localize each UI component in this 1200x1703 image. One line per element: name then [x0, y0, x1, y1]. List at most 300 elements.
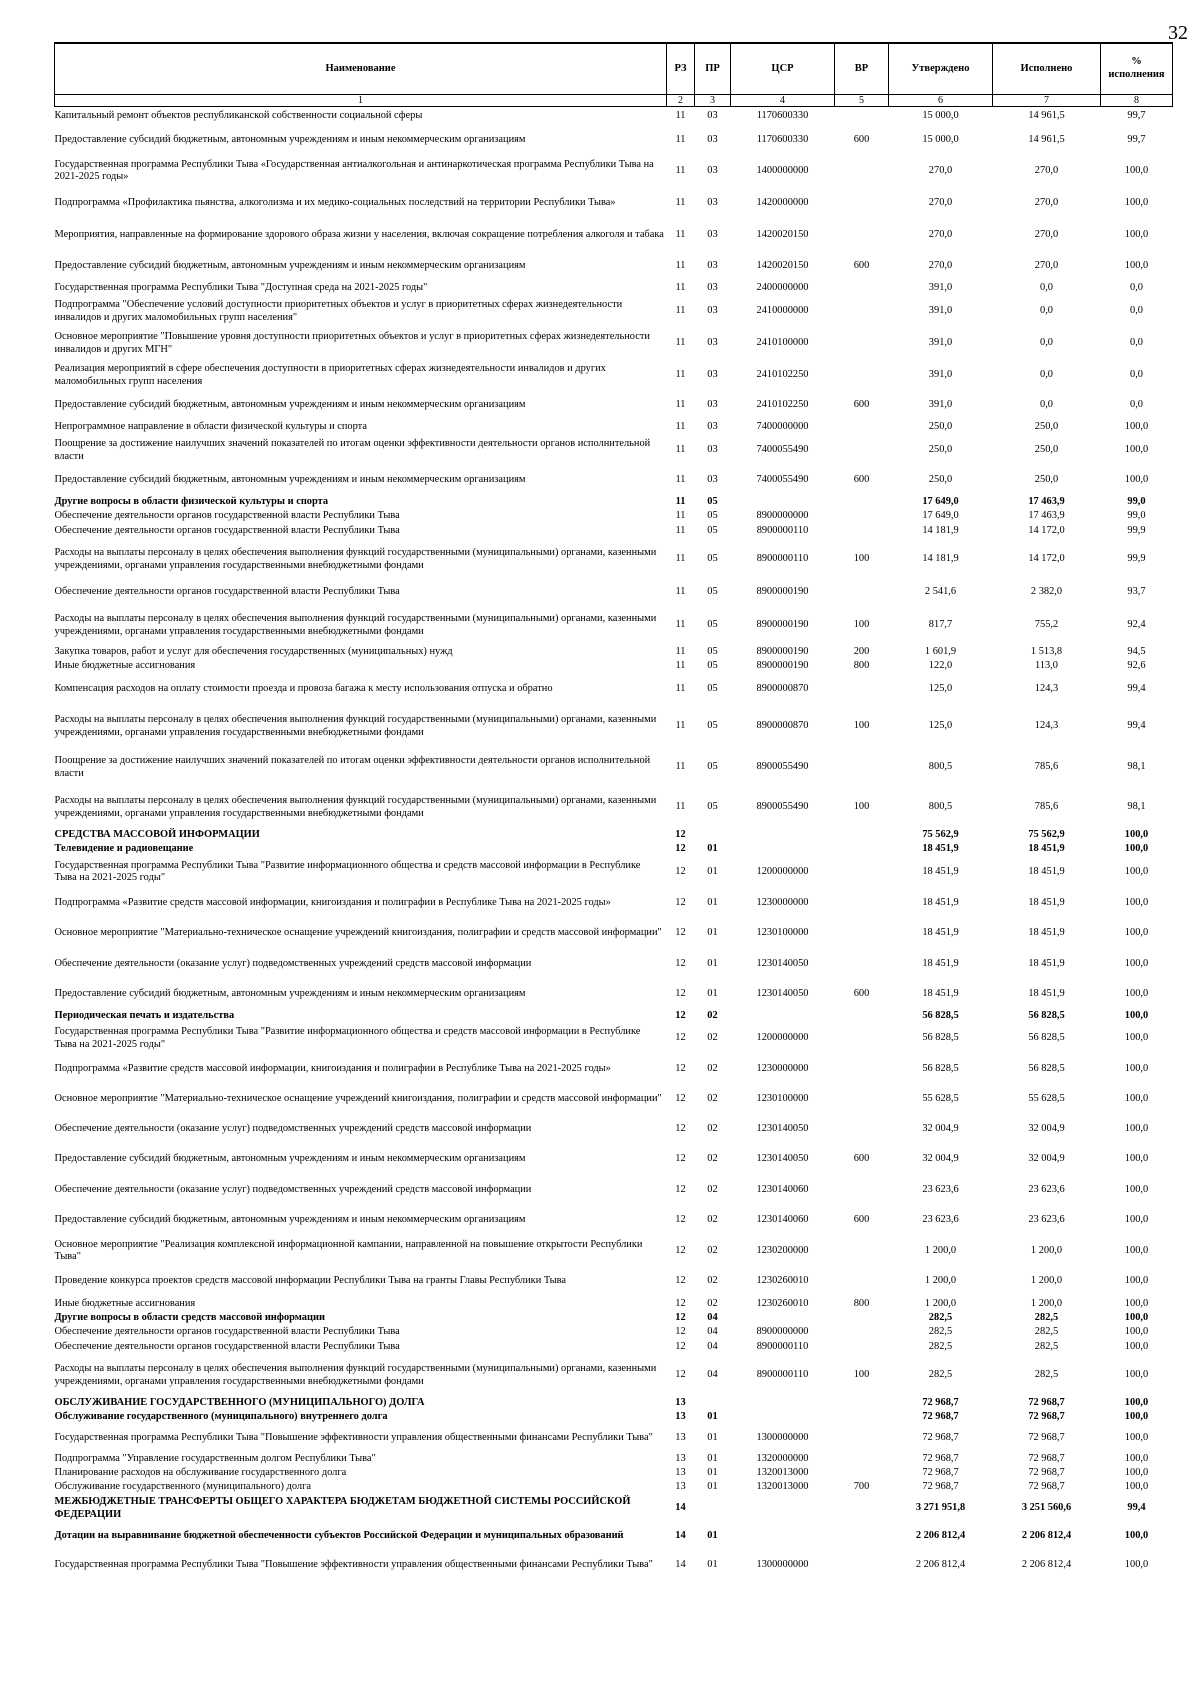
cell-rz: 12	[675, 1326, 686, 1338]
cell-rz: 13	[675, 1396, 686, 1408]
cell-executed: 72 968,7	[1028, 1396, 1065, 1408]
cell-approved: 72 968,7	[922, 1396, 959, 1408]
cell-csr: 8900000000	[756, 510, 809, 522]
cell-csr: 1320000000	[756, 1453, 809, 1465]
header-name: Наименование	[55, 43, 667, 95]
cell-name: Обеспечение деятельности (оказание услуг) подведомственных учреждений средств массовой информации	[54, 957, 532, 969]
cell-rz: 11	[675, 197, 686, 209]
cell-vr: 800	[853, 660, 870, 672]
cell-csr: 2410102250	[756, 369, 809, 381]
cell-pr: 01	[707, 865, 718, 877]
cell-csr: 1230140050	[756, 1152, 809, 1164]
cell-rz: 13	[675, 1481, 686, 1493]
cell-name: Обеспечение деятельности органов государственной власти Республики Тыва	[54, 1326, 400, 1338]
cell-name: Закупка товаров, работ и услуг для обеспечения государственных (муниципальных) нужд	[54, 646, 453, 658]
cell-pr: 02	[707, 1275, 718, 1287]
cell-percent: 100,0	[1124, 1183, 1149, 1195]
cell-csr: 7400055490	[756, 474, 809, 486]
table-row	[55, 1396, 1173, 1411]
cell-name: Непрограммное направление в области физической культуры и спорта	[54, 420, 367, 432]
column-number: 8	[1101, 95, 1173, 107]
cell-vr	[835, 843, 889, 857]
table-row	[55, 252, 1173, 282]
cell-csr: 8900000190	[756, 660, 809, 672]
cell-name: Поощрение за достижение наилучших значений показателей по итогам оценки эффективности деятельности органов исполнительной власти	[54, 438, 651, 462]
cell-approved: 18 451,9	[922, 896, 959, 908]
cell-pr: 01	[707, 843, 718, 855]
cell-rz: 13	[675, 1453, 686, 1465]
table-row	[55, 1467, 1173, 1481]
table-row	[55, 392, 1173, 419]
cell-percent: 100,0	[1124, 1453, 1149, 1465]
cell-approved: 817,7	[928, 619, 953, 631]
cell-approved: 250,0	[928, 420, 953, 432]
cell-name: Обеспечение деятельности органов государственной власти Республики Тыва	[54, 1341, 400, 1353]
table-row	[55, 540, 1173, 580]
cell-rz: 13	[675, 1432, 686, 1444]
cell-vr	[835, 220, 889, 252]
cell-percent: 100,0	[1124, 988, 1149, 1000]
table-row	[55, 706, 1173, 748]
table-row	[55, 296, 1173, 328]
cell-name: Иные бюджетные ассигнования	[54, 1297, 196, 1309]
cell-approved: 2 206 812,4	[915, 1530, 966, 1542]
column-number: 2	[667, 95, 695, 107]
cell-pr: 01	[707, 1481, 718, 1493]
cell-csr: 1230260010	[756, 1297, 809, 1309]
cell-rz: 11	[675, 369, 686, 381]
cell-executed: 785,6	[1034, 761, 1059, 773]
cell-pr: 01	[707, 1432, 718, 1444]
header-executed: Исполнено	[993, 43, 1101, 95]
cell-percent: 99,0	[1127, 496, 1146, 508]
cell-approved: 17 649,0	[922, 510, 959, 522]
cell-approved: 72 968,7	[922, 1453, 959, 1465]
cell-csr: 1300000000	[756, 1559, 809, 1571]
cell-rz: 12	[675, 1122, 686, 1134]
cell-name: Обеспечение деятельности (оказание услуг) подведомственных учреждений средств массовой информации	[54, 1122, 532, 1134]
cell-csr: 1230140060	[756, 1214, 809, 1226]
cell-vr	[835, 1085, 889, 1115]
cell-rz: 12	[675, 1152, 686, 1164]
cell-percent: 100,0	[1124, 1312, 1149, 1324]
cell-approved: 55 628,5	[922, 1093, 959, 1105]
cell-approved: 32 004,9	[922, 1122, 959, 1134]
cell-executed: 2 206 812,4	[1021, 1559, 1072, 1571]
table-row	[55, 188, 1173, 220]
cell-percent: 0,0	[1130, 282, 1143, 294]
cell-name: Поощрение за достижение наилучших значений показателей по итогам оценки эффективности деятельности органов исполнительной власти	[54, 755, 651, 779]
cell-rz: 11	[675, 510, 686, 522]
cell-pr: 04	[707, 1341, 718, 1353]
cell-name: Основное мероприятие "Повышение уровня доступности приоритетных объектов и услуг в приоритетных сферах жизнедеятельности инвалидов и других МГН"	[54, 331, 650, 355]
cell-vr	[835, 1467, 889, 1481]
cell-vr: 100	[853, 619, 870, 631]
cell-percent: 100,0	[1124, 1369, 1149, 1381]
table-row	[55, 1010, 1173, 1024]
cell-executed: 270,0	[1034, 260, 1059, 272]
cell-vr	[835, 580, 889, 606]
cell-vr	[835, 188, 889, 220]
cell-rz: 12	[675, 1214, 686, 1226]
table-row	[55, 1175, 1173, 1206]
cell-pr	[695, 1495, 731, 1523]
cell-approved: 72 968,7	[922, 1481, 959, 1493]
cell-name: Предоставление субсидий бюджетным, автономным учреждениям и иным некоммерческим организациям	[54, 988, 526, 1000]
table-row	[55, 220, 1173, 252]
cell-name: Расходы на выплаты персоналу в целях обеспечения выполнения функций государственными (муниципальными) органами, казенными учреждениями, органами управления государственными внебюджетными фондами	[54, 547, 657, 571]
cell-executed: 0,0	[1040, 398, 1053, 410]
cell-csr: 1230260010	[756, 1275, 809, 1287]
cell-pr: 03	[707, 474, 718, 486]
cell-vr	[835, 828, 889, 843]
cell-name: Предоставление субсидий бюджетным, автономным учреждениям и иным некоммерческим организациям	[54, 474, 526, 486]
cell-csr	[731, 1495, 835, 1523]
cell-vr	[835, 1010, 889, 1024]
cell-percent: 0,0	[1130, 305, 1143, 317]
cell-rz: 11	[675, 496, 686, 508]
cell-executed: 0,0	[1040, 282, 1053, 294]
cell-rz: 12	[675, 1341, 686, 1353]
cell-executed: 72 968,7	[1028, 1453, 1065, 1465]
cell-csr	[731, 1523, 835, 1551]
cell-name: Другие вопросы в области физической культуры и спорта	[54, 496, 329, 508]
cell-executed: 18 451,9	[1028, 865, 1065, 877]
cell-pr: 01	[707, 1559, 718, 1571]
table-row	[55, 1495, 1173, 1523]
cell-csr: 8900000000	[756, 1326, 809, 1338]
cell-pr: 01	[707, 1411, 718, 1423]
cell-vr	[835, 1340, 889, 1356]
cell-executed: 0,0	[1040, 337, 1053, 349]
cell-rz: 13	[675, 1467, 686, 1479]
cell-name: Телевидение и радиовещание	[54, 843, 194, 855]
page-number: 32	[1168, 22, 1188, 44]
cell-percent: 100,0	[1124, 927, 1149, 939]
table-row	[55, 1551, 1173, 1581]
cell-rz: 11	[675, 586, 686, 598]
table-row	[55, 436, 1173, 466]
cell-csr: 1230100000	[756, 1093, 809, 1105]
cell-executed: 56 828,5	[1028, 1010, 1065, 1022]
cell-csr: 8900055490	[756, 761, 809, 773]
cell-pr: 03	[707, 337, 718, 349]
cell-name: Расходы на выплаты персоналу в целях обеспечения выполнения функций государственными (муниципальными) органами, казенными учреждениями, органами управления государственными внебюджетными фондами	[54, 1363, 657, 1387]
cell-vr	[835, 1326, 889, 1340]
cell-csr: 8900000190	[756, 586, 809, 598]
cell-csr: 1320013000	[756, 1481, 809, 1493]
cell-percent: 100,0	[1124, 1297, 1149, 1309]
cell-approved: 56 828,5	[922, 1010, 959, 1022]
cell-approved: 15 000,0	[922, 110, 959, 121]
cell-vr: 600	[853, 474, 870, 486]
cell-approved: 800,5	[928, 761, 953, 773]
table-row	[55, 646, 1173, 660]
table-row	[55, 1356, 1173, 1396]
cell-pr: 03	[707, 229, 718, 241]
cell-pr: 05	[707, 525, 718, 537]
cell-rz: 12	[675, 828, 686, 840]
cell-executed: 23 623,6	[1028, 1183, 1065, 1195]
cell-executed: 32 004,9	[1028, 1152, 1065, 1164]
cell-approved: 75 562,9	[922, 828, 959, 840]
cell-name: Основное мероприятие "Материально-техническое оснащение учреждений книгоиздания, полиграфии и средств массовой информации"	[54, 927, 662, 939]
cell-pr: 02	[707, 1032, 718, 1044]
cell-executed: 55 628,5	[1028, 1093, 1065, 1105]
cell-executed: 0,0	[1040, 305, 1053, 317]
cell-csr	[731, 1396, 835, 1411]
cell-rz: 12	[675, 1244, 686, 1256]
cell-rz: 13	[675, 1411, 686, 1423]
table-row	[55, 888, 1173, 919]
cell-rz: 11	[675, 683, 686, 695]
cell-executed: 17 463,9	[1028, 496, 1065, 508]
cell-name: Капитальный ремонт объектов республиканской собственности социальной сферы	[54, 110, 423, 121]
cell-pr: 04	[707, 1326, 718, 1338]
cell-name: ОБСЛУЖИВАНИЕ ГОСУДАРСТВЕННОГО (МУНИЦИПАЛЬНОГО) ДОЛГА	[54, 1396, 425, 1408]
cell-vr	[835, 1115, 889, 1144]
cell-csr: 8900000190	[756, 619, 809, 631]
cell-name: Обслуживание государственного (муниципального) долга	[54, 1481, 311, 1493]
header-pr: ПР	[695, 43, 731, 95]
cell-executed: 56 828,5	[1028, 1062, 1065, 1074]
cell-rz: 14	[675, 1530, 686, 1542]
cell-executed: 23 623,6	[1028, 1214, 1065, 1226]
cell-approved: 125,0	[928, 683, 953, 695]
cell-pr: 05	[707, 660, 718, 672]
cell-percent: 100,0	[1124, 164, 1149, 176]
cell-rz: 12	[675, 843, 686, 855]
cell-executed: 14 961,5	[1028, 110, 1065, 121]
cell-percent: 100,0	[1124, 1326, 1149, 1338]
cell-pr: 05	[707, 510, 718, 522]
cell-pr: 05	[707, 586, 718, 598]
cell-csr: 1230100000	[756, 927, 809, 939]
cell-rz: 12	[675, 896, 686, 908]
cell-vr	[835, 496, 889, 510]
cell-percent: 100,0	[1124, 865, 1149, 877]
table-row	[55, 1340, 1173, 1356]
cell-pr: 03	[707, 197, 718, 209]
cell-rz: 11	[675, 337, 686, 349]
cell-pr: 01	[707, 957, 718, 969]
cell-percent: 99,0	[1127, 510, 1146, 522]
cell-executed: 785,6	[1034, 801, 1059, 813]
cell-pr: 02	[707, 1214, 718, 1226]
cell-percent: 100,0	[1124, 1559, 1149, 1571]
cell-pr: 03	[707, 398, 718, 410]
cell-approved: 18 451,9	[922, 843, 959, 855]
cell-rz: 12	[675, 988, 686, 1000]
cell-approved: 17 649,0	[922, 496, 959, 508]
table-body	[55, 107, 1173, 1581]
cell-name: Государственная программа Республики Тыва "Развитие информационного общества и средств массовой информации в Республике Тыва на 2021-2025 годы"	[54, 859, 641, 883]
cell-pr: 03	[707, 133, 718, 145]
cell-percent: 98,1	[1127, 761, 1146, 773]
cell-percent: 100,0	[1124, 1122, 1149, 1134]
cell-rz: 12	[675, 1275, 686, 1287]
cell-rz: 11	[675, 229, 686, 241]
cell-approved: 14 181,9	[922, 525, 959, 537]
cell-approved: 391,0	[928, 305, 953, 317]
cell-name: МЕЖБЮДЖЕТНЫЕ ТРАНСФЕРТЫ ОБЩЕГО ХАРАКТЕРА БЮДЖЕТАМ БЮДЖЕТНОЙ СИСТЕМЫ РОССИЙСКОЙ ФЕДЕРАЦИИ	[54, 1496, 631, 1520]
table-row	[55, 788, 1173, 828]
cell-vr	[835, 1312, 889, 1326]
cell-percent: 0,0	[1130, 398, 1143, 410]
cell-vr	[835, 674, 889, 706]
cell-name: Основное мероприятие "Материально-техническое оснащение учреждений книгоиздания, полиграфии и средств массовой информации"	[54, 1093, 662, 1105]
cell-vr: 600	[853, 1214, 870, 1226]
cell-executed: 18 451,9	[1028, 927, 1065, 939]
cell-name: Предоставление субсидий бюджетным, автономным учреждениям и иным некоммерческим организациям	[54, 260, 526, 272]
table-row	[55, 510, 1173, 524]
column-number: 5	[835, 95, 889, 107]
column-number: 3	[695, 95, 731, 107]
cell-percent: 100,0	[1124, 260, 1149, 272]
cell-executed: 1 200,0	[1030, 1244, 1063, 1256]
cell-executed: 0,0	[1040, 369, 1053, 381]
cell-vr	[835, 1236, 889, 1267]
cell-rz: 11	[675, 133, 686, 145]
table-row	[55, 360, 1173, 392]
cell-percent: 99,9	[1127, 553, 1146, 565]
cell-approved: 250,0	[928, 444, 953, 456]
cell-percent: 100,0	[1124, 1341, 1149, 1353]
cell-pr: 03	[707, 260, 718, 272]
cell-name: Компенсация расходов на оплату стоимости проезда и провоза багажа к месту использования отпуска и обратно	[54, 683, 553, 695]
cell-rz: 11	[675, 282, 686, 294]
cell-approved: 1 601,9	[924, 646, 957, 658]
cell-executed: 72 968,7	[1028, 1432, 1065, 1444]
cell-percent: 100,0	[1124, 420, 1149, 432]
cell-executed: 282,5	[1034, 1326, 1059, 1338]
cell-csr: 8900055490	[756, 801, 809, 813]
cell-vr	[835, 888, 889, 919]
cell-executed: 32 004,9	[1028, 1122, 1065, 1134]
cell-pr: 03	[707, 282, 718, 294]
cell-name: СРЕДСТВА МАССОВОЙ ИНФОРМАЦИИ	[54, 828, 260, 840]
cell-vr: 600	[853, 1152, 870, 1164]
cell-csr: 1230000000	[756, 1062, 809, 1074]
cell-executed: 18 451,9	[1028, 896, 1065, 908]
cell-percent: 100,0	[1124, 1432, 1149, 1444]
cell-csr: 1400000000	[756, 164, 809, 176]
cell-rz: 11	[675, 305, 686, 317]
cell-name: Подпрограмма «Развитие средств массовой информации, книгоиздания и полиграфии в Республике Тыва на 2021-2025 годы»	[54, 896, 611, 908]
cell-rz: 12	[675, 1369, 686, 1381]
cell-executed: 14 172,0	[1028, 553, 1065, 565]
cell-percent: 100,0	[1124, 1530, 1149, 1542]
cell-csr: 8900000870	[756, 720, 809, 732]
cell-executed: 14 961,5	[1028, 133, 1065, 145]
cell-approved: 23 623,6	[922, 1214, 959, 1226]
cell-approved: 122,0	[928, 660, 953, 672]
cell-approved: 2 541,6	[924, 586, 957, 598]
cell-percent: 0,0	[1130, 337, 1143, 349]
cell-vr	[835, 1453, 889, 1467]
cell-rz: 12	[675, 1093, 686, 1105]
cell-percent: 100,0	[1124, 474, 1149, 486]
cell-name: Другие вопросы в области средств массовой информации	[54, 1312, 325, 1324]
cell-vr	[835, 1411, 889, 1425]
cell-name: Подпрограмма «Развитие средств массовой информации, книгоиздания и полиграфии в Республике Тыва на 2021-2025 годы»	[54, 1062, 611, 1074]
cell-vr	[835, 155, 889, 188]
cell-executed: 1 513,8	[1030, 646, 1063, 658]
cell-percent: 100,0	[1124, 1396, 1149, 1408]
table-row	[55, 1312, 1173, 1326]
cell-percent: 100,0	[1124, 1093, 1149, 1105]
cell-percent: 0,0	[1130, 369, 1143, 381]
cell-csr: 8900000110	[756, 1369, 809, 1381]
cell-rz: 12	[675, 927, 686, 939]
table-row	[55, 155, 1173, 188]
cell-vr	[835, 524, 889, 540]
cell-rz: 12	[675, 1312, 686, 1324]
cell-csr: 8900000870	[756, 683, 809, 695]
cell-name: Периодическая печать и издательства	[54, 1010, 235, 1022]
cell-executed: 72 968,7	[1028, 1481, 1065, 1493]
cell-approved: 391,0	[928, 337, 953, 349]
cell-executed: 270,0	[1034, 164, 1059, 176]
cell-approved: 1 200,0	[924, 1275, 957, 1287]
cell-approved: 14 181,9	[922, 553, 959, 565]
table-row	[55, 1523, 1173, 1551]
cell-csr	[731, 1312, 835, 1326]
cell-pr: 05	[707, 646, 718, 658]
cell-pr: 01	[707, 1530, 718, 1542]
header-percent-label: исполнения	[1108, 69, 1165, 80]
table-row	[55, 1054, 1173, 1085]
cell-csr: 7400055490	[756, 444, 809, 456]
cell-percent: 100,0	[1124, 1214, 1149, 1226]
table-row	[55, 1481, 1173, 1495]
cell-approved: 72 968,7	[922, 1432, 959, 1444]
cell-pr: 02	[707, 1183, 718, 1195]
table-row	[55, 419, 1173, 436]
cell-rz: 11	[675, 420, 686, 432]
cell-csr	[731, 496, 835, 510]
cell-vr: 600	[853, 988, 870, 1000]
cell-rz: 11	[675, 525, 686, 537]
table-row	[55, 107, 1173, 126]
cell-pr: 02	[707, 1244, 718, 1256]
cell-pr: 05	[707, 619, 718, 631]
cell-pr	[695, 828, 731, 843]
cell-approved: 23 623,6	[922, 1183, 959, 1195]
cell-percent: 94,5	[1127, 646, 1146, 658]
cell-approved: 3 271 951,8	[915, 1502, 966, 1514]
column-number-row	[55, 95, 1173, 107]
cell-vr	[835, 510, 889, 524]
cell-pr: 04	[707, 1312, 718, 1324]
table-row	[55, 580, 1173, 606]
cell-csr: 7400000000	[756, 420, 809, 432]
cell-csr: 1420000000	[756, 197, 809, 209]
cell-executed: 18 451,9	[1028, 957, 1065, 969]
cell-csr: 1200000000	[756, 1032, 809, 1044]
table-row	[55, 282, 1173, 296]
table-row	[55, 949, 1173, 980]
cell-pr: 05	[707, 720, 718, 732]
cell-executed: 250,0	[1034, 444, 1059, 456]
cell-pr: 05	[707, 683, 718, 695]
cell-vr: 800	[853, 1297, 870, 1309]
cell-pr: 02	[707, 1010, 718, 1022]
cell-approved: 2 206 812,4	[915, 1559, 966, 1571]
cell-pr: 05	[707, 553, 718, 565]
header-rz: РЗ	[667, 43, 695, 95]
cell-pr: 02	[707, 1062, 718, 1074]
